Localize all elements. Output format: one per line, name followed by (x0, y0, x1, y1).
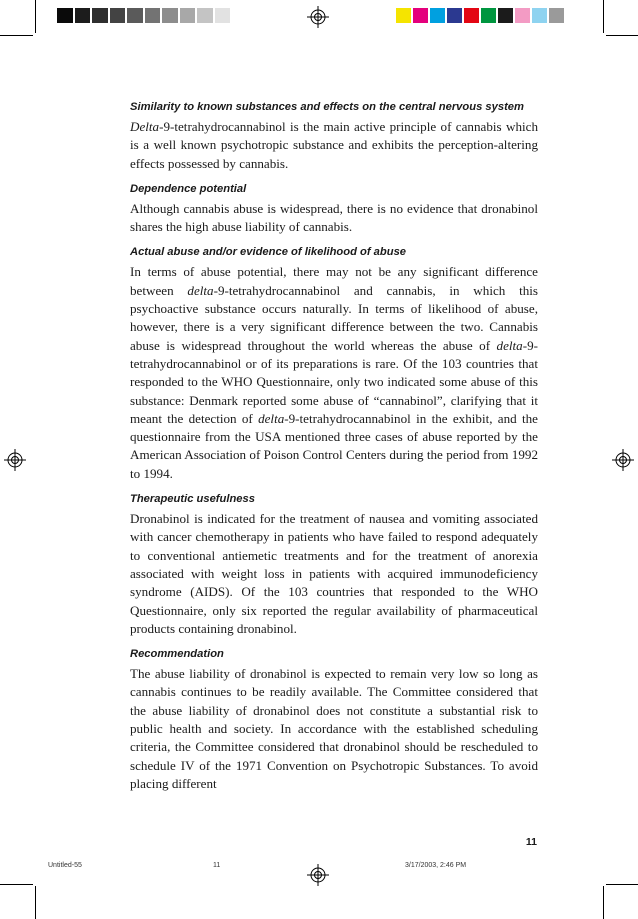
color-swatch (215, 8, 231, 23)
text-run: -9-tetrahydrocannabinol and cannabis, in which this psychoactive substance occurs naturally. In terms of likelihood of abuse, however, there is a very significant difference between the two. Cannabis abuse is widespread throughout the world whereas the abuse of (130, 282, 538, 353)
slug-filename: Untitled-55 (48, 862, 82, 869)
color-swatch (127, 8, 143, 23)
text-run: Dronabinol is indicated for the treatment of nausea and vomiting associated with cancer chemotherapy in patients who have failed to respond adequately to conventional antiemetic treatments and for the treatment of anorexia associated with weight loss in patients with acquired immunodeficiency syndrome (AIDS). Of the 103 countries that responded to the WHO Questionnaire, only six reported the regular availability of pharmaceutical products containing dronabinol. (130, 511, 538, 636)
color-swatch (549, 8, 564, 23)
section-paragraph (130, 118, 538, 173)
registration-mark-right-icon (612, 449, 634, 471)
registration-mark-bottom-icon (307, 864, 329, 886)
italic-text-run: delta (258, 410, 285, 426)
section-similarity (130, 100, 538, 173)
text-run: -9-tetrahydrocannabinol or of its preparations is rare. Of the 103 countries that responded to the WHO Questionnaire, only two indicated some abuse of this substance: Denmark reported some abuse of “cannabinol”, clarifying that it meant the detection of (130, 337, 538, 426)
text-run: Although cannabis abuse is widespread, there is no evidence that dronabinol shares the high abuse liability of cannabis. (130, 200, 538, 235)
registration-mark-left-icon (4, 449, 26, 471)
section-abuse (130, 245, 538, 483)
section-dependence (130, 182, 538, 237)
section-paragraph (130, 510, 538, 638)
color-swatch (413, 8, 428, 23)
color-swatch (481, 8, 496, 23)
color-swatch (515, 8, 530, 23)
section-heading: Dependence potential (130, 182, 247, 195)
color-swatch (430, 8, 445, 23)
color-swatch (110, 8, 126, 23)
color-swatch (57, 8, 73, 23)
color-swatch (92, 8, 108, 23)
text-run: In terms of abuse potential, there may not be any significant difference between (130, 264, 538, 298)
section-therapeutic (130, 492, 538, 638)
registration-mark-top-icon (307, 6, 329, 28)
section-heading: Actual abuse and/or evidence of likelihood of abuse (130, 246, 407, 259)
document-body (130, 100, 538, 802)
section-paragraph (130, 263, 538, 483)
slug-page: 11 (213, 862, 221, 869)
section-paragraph (130, 200, 538, 237)
color-swatch (197, 8, 213, 23)
color-swatch (532, 8, 547, 23)
text-run: The abuse liability of dronabinol is expected to remain very low so long as cannabis continues to be readily available. The Committee considered that the abuse liability of dronabinol does not constitute a substantial risk to public health and society. In accordance with the established scheduling criteria, the Committee considered that dronabinol should be rescheduled to schedule IV of the 1971 Convention on Psychotropic Substances. To avoid placing different (130, 666, 538, 791)
italic-text-run: delta (496, 337, 523, 353)
section-paragraph (130, 665, 538, 793)
text-run: -9-tetrahydrocannabinol is the main active principle of cannabis which is a well known psychotropic substance and exhibits the perception-altering effects possessed by cannabis. (130, 119, 538, 171)
color-swatch (464, 8, 479, 23)
italic-text-run: delta (187, 282, 214, 298)
color-swatch (75, 8, 91, 23)
page-number: 11 (525, 836, 537, 848)
color-swatch (162, 8, 178, 23)
color-swatch (498, 8, 513, 23)
section-heading: Recommendation (130, 648, 224, 661)
text-run: -9-tetrahydrocannabinol in the exhibit, and the questionnaire from the USA mentioned three cases of abuse reported by the American Association of Poison Control Centers during the period from 1992 to 1994. (130, 410, 538, 481)
section-recommendation (130, 647, 538, 793)
section-heading: Therapeutic usefulness (130, 493, 255, 506)
color-swatch (180, 8, 196, 23)
italic-text-run: Delta (130, 119, 160, 134)
slug-datetime: 3/17/2003, 2:46 PM (405, 862, 467, 869)
color-swatch (447, 8, 462, 23)
color-swatch (396, 8, 411, 23)
section-heading: Similarity to known substances and effects on the central nervous system (130, 101, 524, 113)
color-swatch (145, 8, 161, 23)
